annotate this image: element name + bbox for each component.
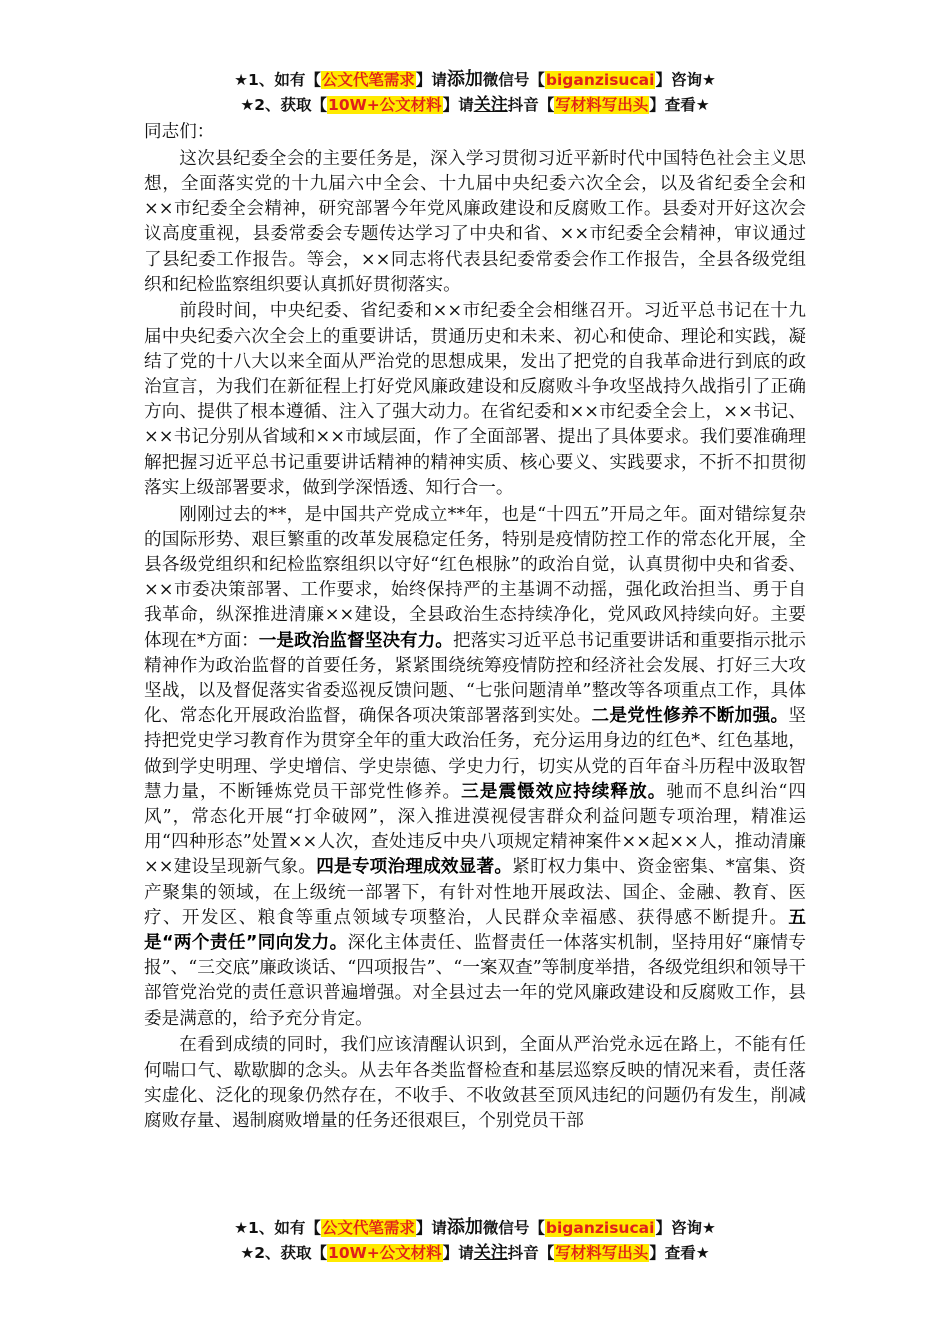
point-text-4: 紧盯权力集中、资金密集、*富集、资产聚集的领域，在上级统一部署下，有针对性地开展政法、国企、金融、教育、医疗、开发区、粮食等重点领域专项整治，人民群众幸福感、获得感不断提升。 [144, 857, 806, 928]
footer-banner [0, 1216, 950, 1266]
banner-line-1 [0, 68, 950, 93]
point-text-2: 坚持把党史学习教育作为贯穿全年的重大政治任务，充分运用身边的红色*、红色基地，做到学史明理、学史增信、学史崇德、学史力行，切实从党的百年奋斗历程中汲取智慧力量，不断锤炼党员干部党性修养。 [144, 706, 806, 802]
highlight-wechat-id: biganzisucai [545, 71, 655, 89]
banner-text: 微信号【 [482, 71, 545, 89]
header-banner [0, 68, 950, 118]
emphasis-text: 关注 [473, 1243, 508, 1263]
banner-text: 】请 [442, 96, 474, 114]
banner-text: 】查看★ [649, 1244, 710, 1262]
highlight-materials: 10W+公文材料 [328, 96, 442, 114]
highlight-douyin-account: 写材料写出头 [555, 1244, 649, 1262]
salutation: 同志们： [144, 122, 215, 142]
point-heading-5: 五是“两个责任”同向发力。 [144, 907, 806, 953]
banner-text: 】请 [415, 1219, 447, 1237]
paragraph-4: 在看到成绩的同时，我们应该清醒认识到，全面从严治党永远在路上，不能有任何喘口气、歇歇脚的念头。从去年各类监督检查和基层巡察反映的情况来看，责任落实虚化、泛化的现象仍然存在，不收手、不收敛甚至顶风违纪的问题仍有发生，削减腐败存量、遏制腐败增量的任务还很艰巨，个别党员干部 [144, 1035, 806, 1131]
paragraph-1: 这次县纪委全会的主要任务是，深入学习贯彻习近平新时代中国特色社会主义思想，全面落实党的十九届六中全会、十九届中央纪委六次全会，以及省纪委全会和××市纪委全会精神，研究部署今年党风廉政建设和反腐败工作。县委对开好这次会议高度重视，县委常委会专题传达学习了中央和省、××市纪委全会精神，审议通过了县纪委工作报告。等会，××同志将代表县纪委常委会作工作报告，全县各级党组织和纪检监察组织要认真抓好贯彻落实。 [144, 148, 806, 295]
point-heading-4: 四是专项治理成效显著。 [316, 857, 513, 878]
banner-text: 抖音【 [507, 96, 555, 114]
emphasis-text: 添加 [446, 69, 483, 90]
banner-line-2 [0, 93, 950, 118]
banner-text: 】请 [415, 71, 447, 89]
emphasis-text: 添加 [446, 1217, 483, 1238]
paragraph-3 [144, 503, 806, 1032]
highlight-service: 公文代笔需求 [321, 71, 415, 89]
point-heading-3: 三是震慑效应持续释放。 [461, 781, 667, 802]
banner-text: ★2、获取【 [240, 96, 328, 114]
point-text-3: 驰而不息纠治“四风”，常态化开展“打伞破网”，深入推进漠视侵害群众利益问题专项治理，精准运用“四种形态”处置××人次，查处违反中央八项规定精神案件××起××人，推动清廉××建设呈现新气象。 [144, 781, 806, 878]
emphasis-text: 关注 [473, 95, 508, 115]
point-heading-2: 二是党性修养不断加强。 [591, 706, 789, 727]
document-body [144, 120, 806, 1136]
banner-text: 抖音【 [507, 1244, 555, 1262]
highlight-service: 公文代笔需求 [321, 1219, 415, 1237]
banner-text: ★1、如有【 [234, 71, 321, 89]
highlight-douyin-account: 写材料写出头 [555, 96, 649, 114]
banner-line-1 [0, 1216, 950, 1241]
banner-text: ★1、如有【 [234, 1219, 321, 1237]
banner-text: 微信号【 [482, 1219, 545, 1237]
point-text-1: 把落实习近平总书记重要讲话和重要指示批示精神作为政治监督的首要任务，紧紧围绕统筹疫情防控和经济社会发展、打好三大攻坚战，以及督促落实省委巡视反馈问题、“七张问题清单”整改等各项重点工作，具体化、常态化开展政治监督，确保各项决策部署落到实处。 [144, 630, 806, 727]
point-text-5: 深化主体责任、监督责任一体落实机制，坚持用好“廉情专报”、“三交底”廉政谈话、“四项报告”、“一案双查”等制度举措，各级党组织和领导干部管党治党的责任意识普遍增强。对全县过去一年的党风廉政建设和反腐败工作，县委是满意的，给予充分肯定。 [144, 933, 806, 1029]
point-heading-1: 一是政治监督坚决有力。 [258, 630, 453, 651]
highlight-wechat-id: biganzisucai [545, 1219, 655, 1237]
banner-text: 】咨询★ [655, 1219, 716, 1237]
banner-line-2 [0, 1241, 950, 1266]
banner-text: 】咨询★ [655, 71, 716, 89]
banner-text: ★2、获取【 [240, 1244, 328, 1262]
banner-text: 】查看★ [649, 96, 710, 114]
banner-text: 】请 [442, 1244, 474, 1262]
paragraph-3-intro: 刚刚过去的**，是中国共产党成立**年，也是“十四五”开局之年。面对错综复杂的国际形势、艰巨繁重的改革发展稳定任务，特别是疫情防控工作的常态化开展，全县各级党组织和纪检监察组织以守好“红色根脉”的政治自觉，认真贯彻中央和省委、××市委决策部署、工作要求，始终保持严的主基调不动摇，强化政治担当、勇于自我革命，纵深推进清廉××建设，全县政治生态持续净化，党风政风持续向好。主要体现在*方面： [144, 504, 806, 651]
highlight-materials: 10W+公文材料 [328, 1244, 442, 1262]
paragraph-2: 前段时间，中央纪委、省纪委和××市纪委全会相继召开。习近平总书记在十九届中央纪委六次全会上的重要讲话，贯通历史和未来、初心和使命、理论和实践，凝结了党的十八大以来全面从严治党的思想成果，发出了把党的自我革命进行到底的政治宣言，为我们在新征程上打好党风廉政建设和反腐败斗争攻坚战持久战指引了正确方向、提供了根本遵循、注入了强大动力。在省纪委和××市纪委全会上，××书记、××书记分别从省域和××市域层面，作了全面部署、提出了具体要求。我们要准确理解把握习近平总书记重要讲话精神的精神实质、核心要义、实践要求，不折不扣贯彻落实上级部署要求，做到学深悟透、知行合一。 [144, 301, 806, 498]
